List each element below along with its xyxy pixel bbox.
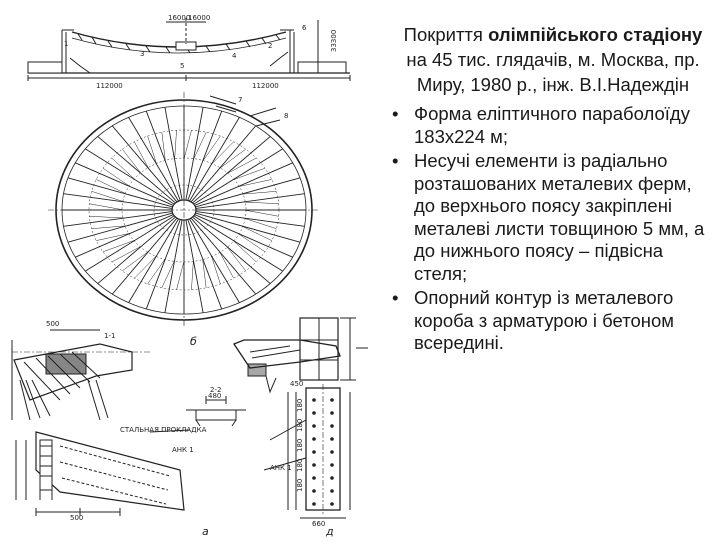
bolt	[312, 424, 316, 428]
bolt	[312, 437, 316, 441]
bolt	[312, 411, 316, 415]
truss-diagonal	[103, 168, 131, 187]
truss-diagonal	[244, 210, 279, 216]
callout-2: 2	[268, 42, 273, 50]
vert-dim-1: 180	[296, 398, 304, 412]
radial-truss	[165, 107, 182, 200]
title-part-1: Покриття	[403, 24, 489, 45]
radial-truss	[196, 194, 305, 209]
callout-3: 3	[140, 50, 145, 58]
bullet-text: Опорний контур із металевого короба з арматурою і бетоном всередині.	[414, 287, 674, 353]
dim-480: 480	[208, 392, 222, 400]
truss-diagonal	[243, 202, 278, 204]
text-panel	[392, 22, 714, 357]
radial-truss	[186, 220, 203, 313]
bolt	[330, 450, 334, 454]
truss-diagonal	[148, 136, 157, 164]
detail-truss-joint	[16, 430, 190, 516]
dim-top-2: 16000	[188, 14, 211, 22]
title-bold-1: олімпійського	[488, 24, 618, 45]
bolt	[330, 398, 334, 402]
bolt	[312, 489, 316, 493]
radial-truss	[186, 107, 203, 200]
truss-diagonal	[243, 218, 276, 229]
bullet-item	[392, 287, 714, 355]
dim-height: 33300	[330, 29, 338, 52]
truss-diagonal	[162, 260, 175, 287]
steel-pad-label: СТАЛЬНАЯ ПРОКЛАДКА	[120, 426, 207, 434]
truss-diagonal	[92, 191, 125, 202]
bullet-list	[392, 103, 714, 355]
detail-2-2	[186, 396, 246, 426]
label-1-1: 1-1	[104, 332, 116, 340]
label-d: д	[326, 525, 334, 538]
truss-diagonal	[219, 251, 233, 278]
dim-top-1: 16000	[168, 14, 191, 22]
callout-7: 7	[238, 96, 243, 104]
detail-1-1	[12, 330, 150, 420]
title-part-2: на 45 тис. глядачів, м. Москва, пр. Миру, 1980 р., інж. В.І.Надеждін	[406, 49, 700, 95]
bolt	[330, 502, 334, 506]
bullet-item	[392, 150, 714, 285]
vert-dim-3: 180	[296, 438, 304, 452]
radial-truss	[165, 220, 182, 313]
truss-diagonal	[184, 130, 191, 159]
truss-diagonal	[89, 216, 124, 218]
bolt	[330, 424, 334, 428]
truss-diagonal	[193, 132, 206, 159]
vert-dim-5: 180	[296, 478, 304, 492]
truss-diagonal	[177, 261, 184, 290]
bolt	[312, 476, 316, 480]
anchor-label-1: АНК 1	[172, 446, 194, 454]
label-a: а	[202, 525, 209, 538]
vert-dim-2: 180	[296, 418, 304, 432]
bullet-marker: •	[392, 103, 399, 124]
callout-6: 6	[302, 24, 307, 32]
bolt	[312, 463, 316, 467]
dim-bottom-2: 112000	[252, 82, 279, 90]
truss-diagonal	[237, 233, 265, 252]
radial-truss	[64, 194, 173, 209]
dim-bottom-1: 112000	[96, 82, 123, 90]
radial-truss	[194, 149, 283, 204]
bolt	[330, 411, 334, 415]
callout-1: 1	[64, 40, 69, 48]
truss-diagonal	[134, 142, 148, 169]
detail-bolt-plate	[264, 384, 350, 518]
bolt	[330, 463, 334, 467]
dim-500-b: 500	[70, 514, 84, 522]
title-bold-2: стадіону	[623, 24, 703, 45]
bullet-marker: •	[392, 150, 399, 171]
bullet-item	[392, 103, 714, 148]
bolt	[330, 437, 334, 441]
slide-title	[392, 22, 714, 97]
dim-660: 660	[312, 520, 326, 528]
bolt	[330, 476, 334, 480]
truss-diagonal	[191, 260, 193, 289]
bullet-text: Форма еліптичного параболоїду 183х224 м;	[414, 103, 690, 147]
truss-diagonal	[96, 233, 130, 240]
anchor-label-2: АНК 1	[270, 464, 292, 472]
bullet-marker: •	[392, 287, 399, 308]
dim-450: 450	[290, 380, 304, 388]
truss-diagonal	[237, 179, 271, 186]
radial-truss	[85, 149, 174, 204]
bolt	[312, 450, 316, 454]
bolt	[312, 502, 316, 506]
label-2-2: 2-2	[210, 386, 222, 394]
callout-8: 8	[284, 112, 289, 120]
truss-diagonal	[211, 255, 220, 283]
label-b: б	[190, 335, 197, 348]
vert-dim-4: 180	[296, 458, 304, 472]
stadium-plan	[48, 92, 320, 328]
radial-truss	[194, 216, 283, 271]
bolt	[330, 489, 334, 493]
radial-truss	[85, 216, 174, 271]
callout-4: 4	[232, 52, 237, 60]
callout-5: 5	[180, 62, 185, 70]
bullet-text: Несучі елементи із радіально розташованих металевих ферм, до верхнього поясу закріплені металеві листи товщиною 5 мм, а до нижнього поясу – підвісна стеля;	[414, 150, 705, 284]
truss-diagonal	[89, 204, 124, 210]
bolt	[312, 398, 316, 402]
dim-500-a: 500	[46, 320, 60, 328]
truss-diagonal	[175, 130, 177, 159]
